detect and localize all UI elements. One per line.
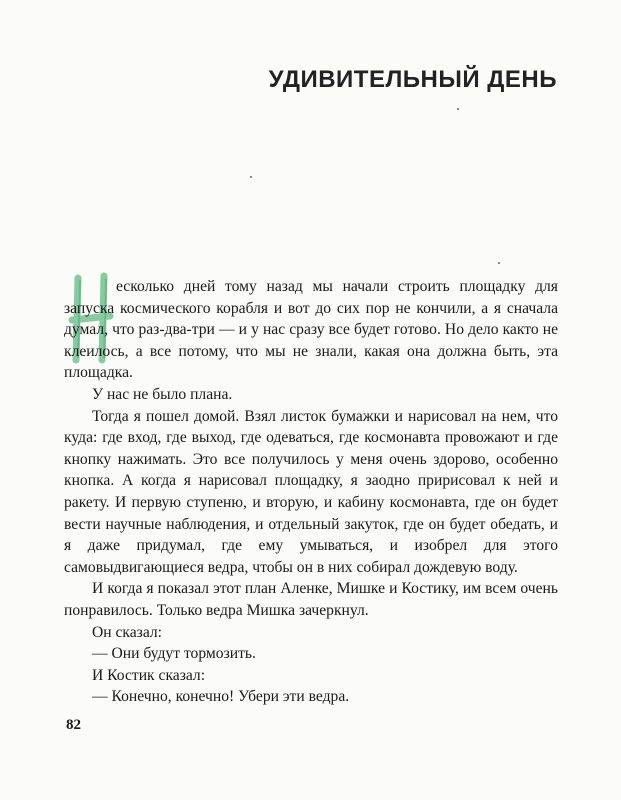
print-speck	[250, 176, 252, 178]
page-number: 82	[66, 717, 81, 733]
paragraph: — Конечно, конечно! Убери эти ведра.	[92, 688, 350, 706]
paragraph: И когда я показал этот план Аленке, Мишке и Костику, им всем очень понравилось. Только ведра Мишка зачеркнул.	[64, 580, 558, 619]
paragraph: У нас не было плана.	[92, 385, 233, 403]
paragraph: есколько дней тому назад мы начали строить площадку для запуска космического корабля и вот до сих пор не кончили, а я сначала думал, что раз-два-три — и у нас сразу все будет готово. Но дело както не клеилось, а все потому, что мы не знали, какая она должна быть, эта площадка.	[64, 278, 558, 382]
paragraph: — Они будут тормозить.	[92, 645, 256, 663]
chapter-title: УДИВИТЕЛЬНЫЙ ДЕНЬ	[268, 66, 557, 93]
paragraph: Тогда я пошел домой. Взял листок бумажки и нарисовал на нем, что куда: где вход, где выход, где одеваться, где космонавта провожают и где кнопку нажимать. Это все получилось у меня очень здорово, особенно кнопка. А когда я нарисовал площадку, я заодно пририсовал к ней и ракету. И первую ступеню, и вторую, и кабину космонавта, где он будет вести научные наблюдения, и отдельный закуток, где он будет обедать, и я даже придумал, где ему умываться, и изобрел для этого самовыдвигающиеся ведра, чтобы он в них собирал дождевую воду.	[64, 407, 558, 576]
paragraph: Он сказал:	[92, 623, 163, 641]
print-speck	[457, 108, 459, 110]
paragraph: И Костик сказал:	[92, 666, 206, 684]
body-text	[64, 276, 558, 708]
print-speck	[498, 262, 500, 264]
